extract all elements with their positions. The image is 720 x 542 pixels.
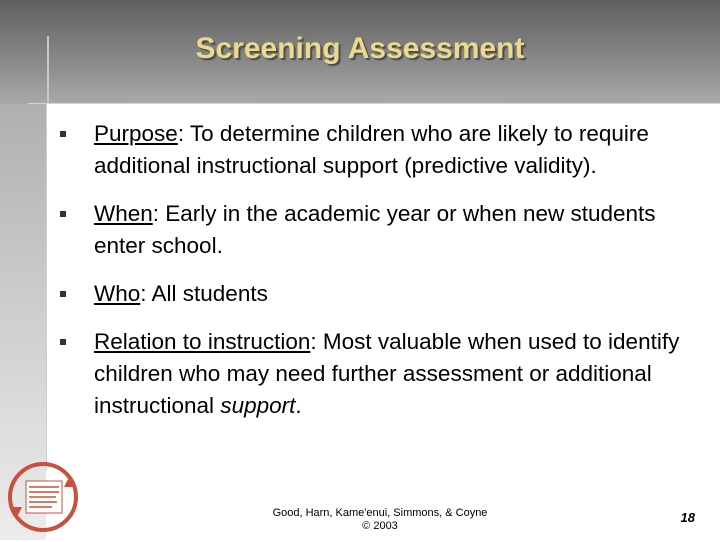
bullet-text: : Most valuable when used to identify children who may need further assessment or additional instructional: [94, 329, 680, 418]
footer-credit-authors: Good, Harn, Kame'enui, Simmons, & Coyne: [272, 507, 488, 519]
bullet-emphasis: support: [220, 393, 296, 418]
left-divider: [46, 104, 47, 470]
square-bullet-icon: [60, 211, 66, 217]
page-number: 18: [680, 510, 695, 525]
bullet-text: : All students: [140, 281, 268, 306]
bullet-term: When: [94, 201, 153, 226]
bullet-term: Purpose: [94, 121, 178, 146]
footer-credit: [235, 507, 525, 533]
square-bullet-icon: [60, 131, 66, 137]
bullet-who: [60, 278, 710, 310]
bullet-text: : To determine children who are likely to require additional instructional support (predictive validity).: [94, 121, 649, 178]
bullet-relation: [60, 326, 710, 422]
bullet-term: Who: [94, 281, 141, 306]
bullet-term: Relation to instruction: [94, 329, 311, 354]
square-bullet-icon: [60, 291, 66, 297]
bullet-when: [60, 198, 710, 262]
footer-credit-copyright: © 2003: [362, 520, 398, 532]
cycle-diagram-logo-icon: [2, 457, 84, 537]
square-bullet-icon: [60, 339, 66, 345]
bullet-text: : Early in the academic year or when new students enter school.: [94, 201, 656, 258]
bullet-list: [60, 118, 710, 438]
slide-title: Screening Assessment: [195, 32, 525, 65]
bullet-tail: .: [295, 393, 302, 418]
title-divider-horizontal: [28, 103, 720, 104]
bullet-purpose: [60, 118, 710, 182]
